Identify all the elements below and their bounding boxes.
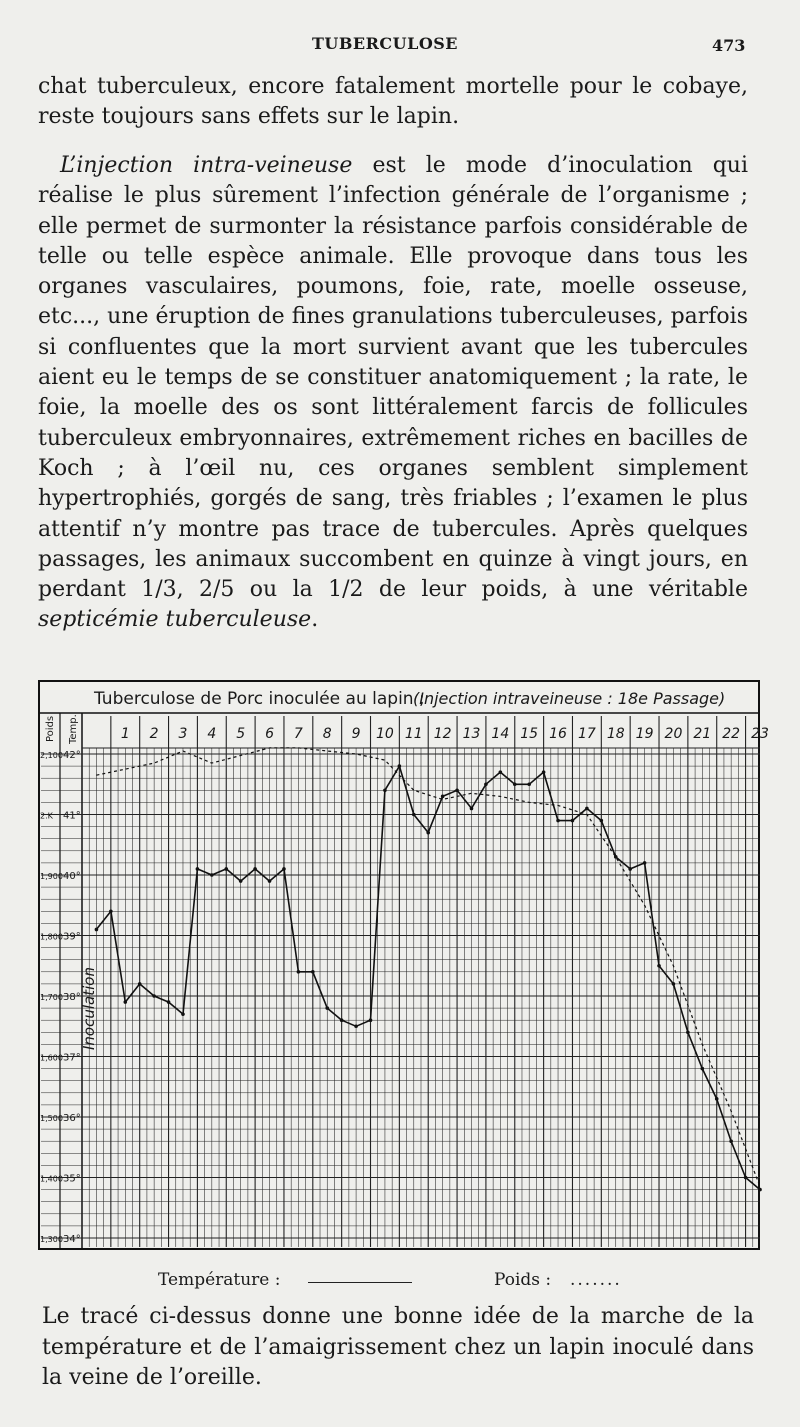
- temp-column-header: Temp.: [68, 714, 79, 744]
- weight-tick-label: 1,300: [40, 1235, 63, 1244]
- temperature-weight-chart: [38, 680, 769, 1250]
- temp-tick-label: 37°: [63, 1052, 81, 1064]
- temp-tick-label: 35°: [63, 1173, 81, 1185]
- temp-tick-label: 42°: [63, 750, 81, 761]
- temp-tick-label: 38°: [63, 992, 81, 1003]
- paragraph-1-text: chat tuberculeux, encore fatalement mortelle pour le cobaye, reste toujours sans effets sur le lapin.: [38, 74, 748, 130]
- day-label: 19: [635, 726, 654, 742]
- page-number: 473: [712, 36, 746, 55]
- paragraph-3-text: Le tracé ci-dessus donne une bonne idée de la marche de la température et de l’amaigrissement chez un lapin inoculé dans la veine de l’oreille.: [42, 1304, 754, 1390]
- temperature-point: [282, 867, 286, 871]
- temperature-point: [672, 982, 676, 986]
- temperature-point: [268, 879, 272, 883]
- day-label: 11: [404, 726, 423, 742]
- italic-phrase-septicemie: septicémie tuberculeuse: [38, 607, 312, 633]
- temperature-point: [758, 1188, 762, 1192]
- temperature-point: [470, 807, 474, 811]
- temperature-point: [700, 1067, 704, 1071]
- temperature-point: [354, 1024, 358, 1028]
- day-label: 15: [520, 726, 539, 742]
- temperature-point: [527, 782, 531, 786]
- temperature-point: [585, 807, 589, 811]
- temperature-point: [311, 970, 315, 974]
- temperature-point: [600, 819, 604, 823]
- weight-tick-label: 1,400: [40, 1174, 63, 1184]
- temperature-point: [657, 964, 661, 968]
- weight-tick-label: 2,100: [40, 751, 63, 760]
- temp-tick-label: 36°: [63, 1113, 81, 1124]
- day-label: 18: [606, 726, 625, 742]
- day-label: 7: [293, 726, 303, 742]
- paragraph-2-body: est le mode d’inoculation qui réalise le plus sûrement l’infection générale de l’organisme ; elle permet de surmonter la résistance parfois considérable de telle ou telle espèce animale. Elle provoque dans tous les organes vasculaires, poumons, foie, rate, moelle osseuse, etc..., une éruption de fines granulations tuberculeuses, parfois si confluentes que la mort survient avant que les tubercules aient eu le temps de se constituer anatomiquement ; la rate, le foie, la moelle des os sont littéralement farcis de follicules tuberculeux embryonnaires, extrêmement riches en bacilles de Koch ; à l’œil nu, ces organes semblent simplement hypertrophiés, gorgés de sang, très friables ; l’examen le plus attentif n’y montre pas trace de tubercules. Après quelques passages, les animaux succombent en quinze à vingt jours, en perdant 1/3, 2/5 ou la 1/2 de leur poids, à une véritable: [38, 153, 748, 603]
- temperature-point: [398, 764, 402, 768]
- temperature-point: [542, 770, 546, 774]
- chart-svg: [38, 680, 769, 1250]
- legend-dotted-line: .......: [570, 1270, 622, 1290]
- temperature-point: [138, 982, 142, 986]
- weight-tick-label: 1,700: [40, 993, 63, 1002]
- temperature-point: [513, 782, 517, 786]
- weight-tick-label: 1,500: [40, 1114, 63, 1123]
- temperature-point: [297, 970, 301, 974]
- paragraph-1: [38, 72, 748, 133]
- temperature-point: [499, 770, 503, 774]
- temperature-point: [181, 1012, 185, 1016]
- weight-tick-label: 2.K: [40, 811, 53, 821]
- day-label: 4: [207, 726, 217, 742]
- legend-weight-label: Poids :: [494, 1270, 552, 1290]
- day-label: 10: [376, 726, 394, 742]
- temperature-point: [441, 795, 445, 799]
- temperature-point: [196, 867, 200, 871]
- legend-temperature-label: Température :: [158, 1270, 281, 1290]
- day-label: 5: [236, 726, 246, 742]
- weight-column-header: Poids: [45, 715, 56, 742]
- day-label: 9: [351, 726, 361, 742]
- weight-tick-label: 1,600: [40, 1053, 63, 1063]
- temperature-point: [744, 1176, 748, 1180]
- temperature-point: [167, 1000, 171, 1004]
- temperature-point: [340, 1018, 344, 1022]
- day-label: 16: [549, 726, 567, 742]
- running-title: TUBERCULOSE: [312, 34, 458, 53]
- day-label: 20: [664, 726, 683, 742]
- temp-tick-label: 34°: [63, 1234, 81, 1245]
- italic-phrase-injection: L’injection intra-veineuse: [60, 153, 353, 178]
- temperature-point: [628, 867, 632, 871]
- temperature-point: [715, 1097, 719, 1101]
- legend-solid-line: [308, 1282, 412, 1283]
- temp-tick-label: 39°: [63, 931, 81, 943]
- day-label: 13: [462, 726, 481, 742]
- temperature-point: [383, 789, 387, 793]
- chart-title: Tuberculose de Porc inoculée au lapin ;: [94, 689, 425, 709]
- weight-tick-label: 1,800: [40, 932, 63, 942]
- temperature-point: [686, 1031, 690, 1035]
- day-label: 2: [149, 726, 159, 742]
- paragraph-2: L’injection intra-veineuse est le mode d’inoculation qui réalise le plus sûrement l’infection générale de l’organisme ; elle permet de surmonter la résistance parfois considérable de telle ou telle espèce animale. Elle provoque dans tous les organes vasculaires, poumons, foie, rate, moelle osseuse, etc..., une éruption de fines granulations tuberculeuses, parfois si confluentes que la mort survient avant que les tubercules aient eu le temps de se constituer anatomiquement ; la rate, le foie, la moelle des os sont littéralement farcis de follicules tuberculeux embryonnaires, extrêmement riches en bacilles de Koch ; à l’œil nu, ces organes semblent simplement hypertrophiés, gorgés de sang, très friables ; l’examen le plus attentif n’y montre pas trace de tubercules. Après quelques passages, les animaux succombent en quinze à vingt jours, en perdant 1/3, 2/5 ou la 1/2 de leur poids, à une véritable septicémie tuberculeuse.: [38, 153, 748, 633]
- temperature-point: [239, 879, 243, 883]
- temperature-point: [571, 819, 575, 823]
- temperature-point: [412, 813, 416, 817]
- temperature-point: [224, 867, 228, 871]
- day-label: 23: [751, 726, 769, 742]
- temp-tick-label: 41°: [63, 810, 81, 822]
- temperature-point: [369, 1018, 373, 1022]
- running-header: [0, 34, 800, 58]
- weight-tick-label: 1,900: [40, 872, 63, 881]
- temperature-point: [643, 861, 647, 865]
- day-label: 22: [722, 726, 741, 742]
- day-label: 1: [120, 726, 130, 742]
- chart-subtitle: (Injection intraveineuse : 18e Passage): [413, 689, 726, 708]
- day-label: 8: [322, 726, 332, 742]
- day-label: 17: [577, 726, 596, 742]
- day-label: 12: [433, 726, 452, 742]
- temperature-point: [325, 1006, 329, 1010]
- temperature-point: [556, 819, 560, 823]
- day-label: 6: [265, 726, 274, 742]
- day-label: 3: [178, 726, 188, 742]
- temperature-point: [253, 867, 257, 871]
- temperature-point: [426, 831, 430, 835]
- temp-tick-label: 40°: [63, 871, 81, 882]
- temperature-point: [729, 1139, 733, 1143]
- day-label: 14: [491, 726, 510, 742]
- paragraph-3: [42, 1302, 754, 1394]
- temperature-point: [123, 1000, 127, 1004]
- temperature-point: [455, 789, 459, 793]
- inoculation-label: Inoculation: [80, 967, 98, 1050]
- day-label: 21: [693, 726, 712, 742]
- temperature-point: [210, 873, 214, 877]
- temperature-point: [484, 782, 488, 786]
- chart-legend: [0, 1270, 800, 1296]
- temperature-point: [95, 928, 99, 932]
- temperature-point: [152, 994, 156, 998]
- temperature-point: [109, 910, 113, 914]
